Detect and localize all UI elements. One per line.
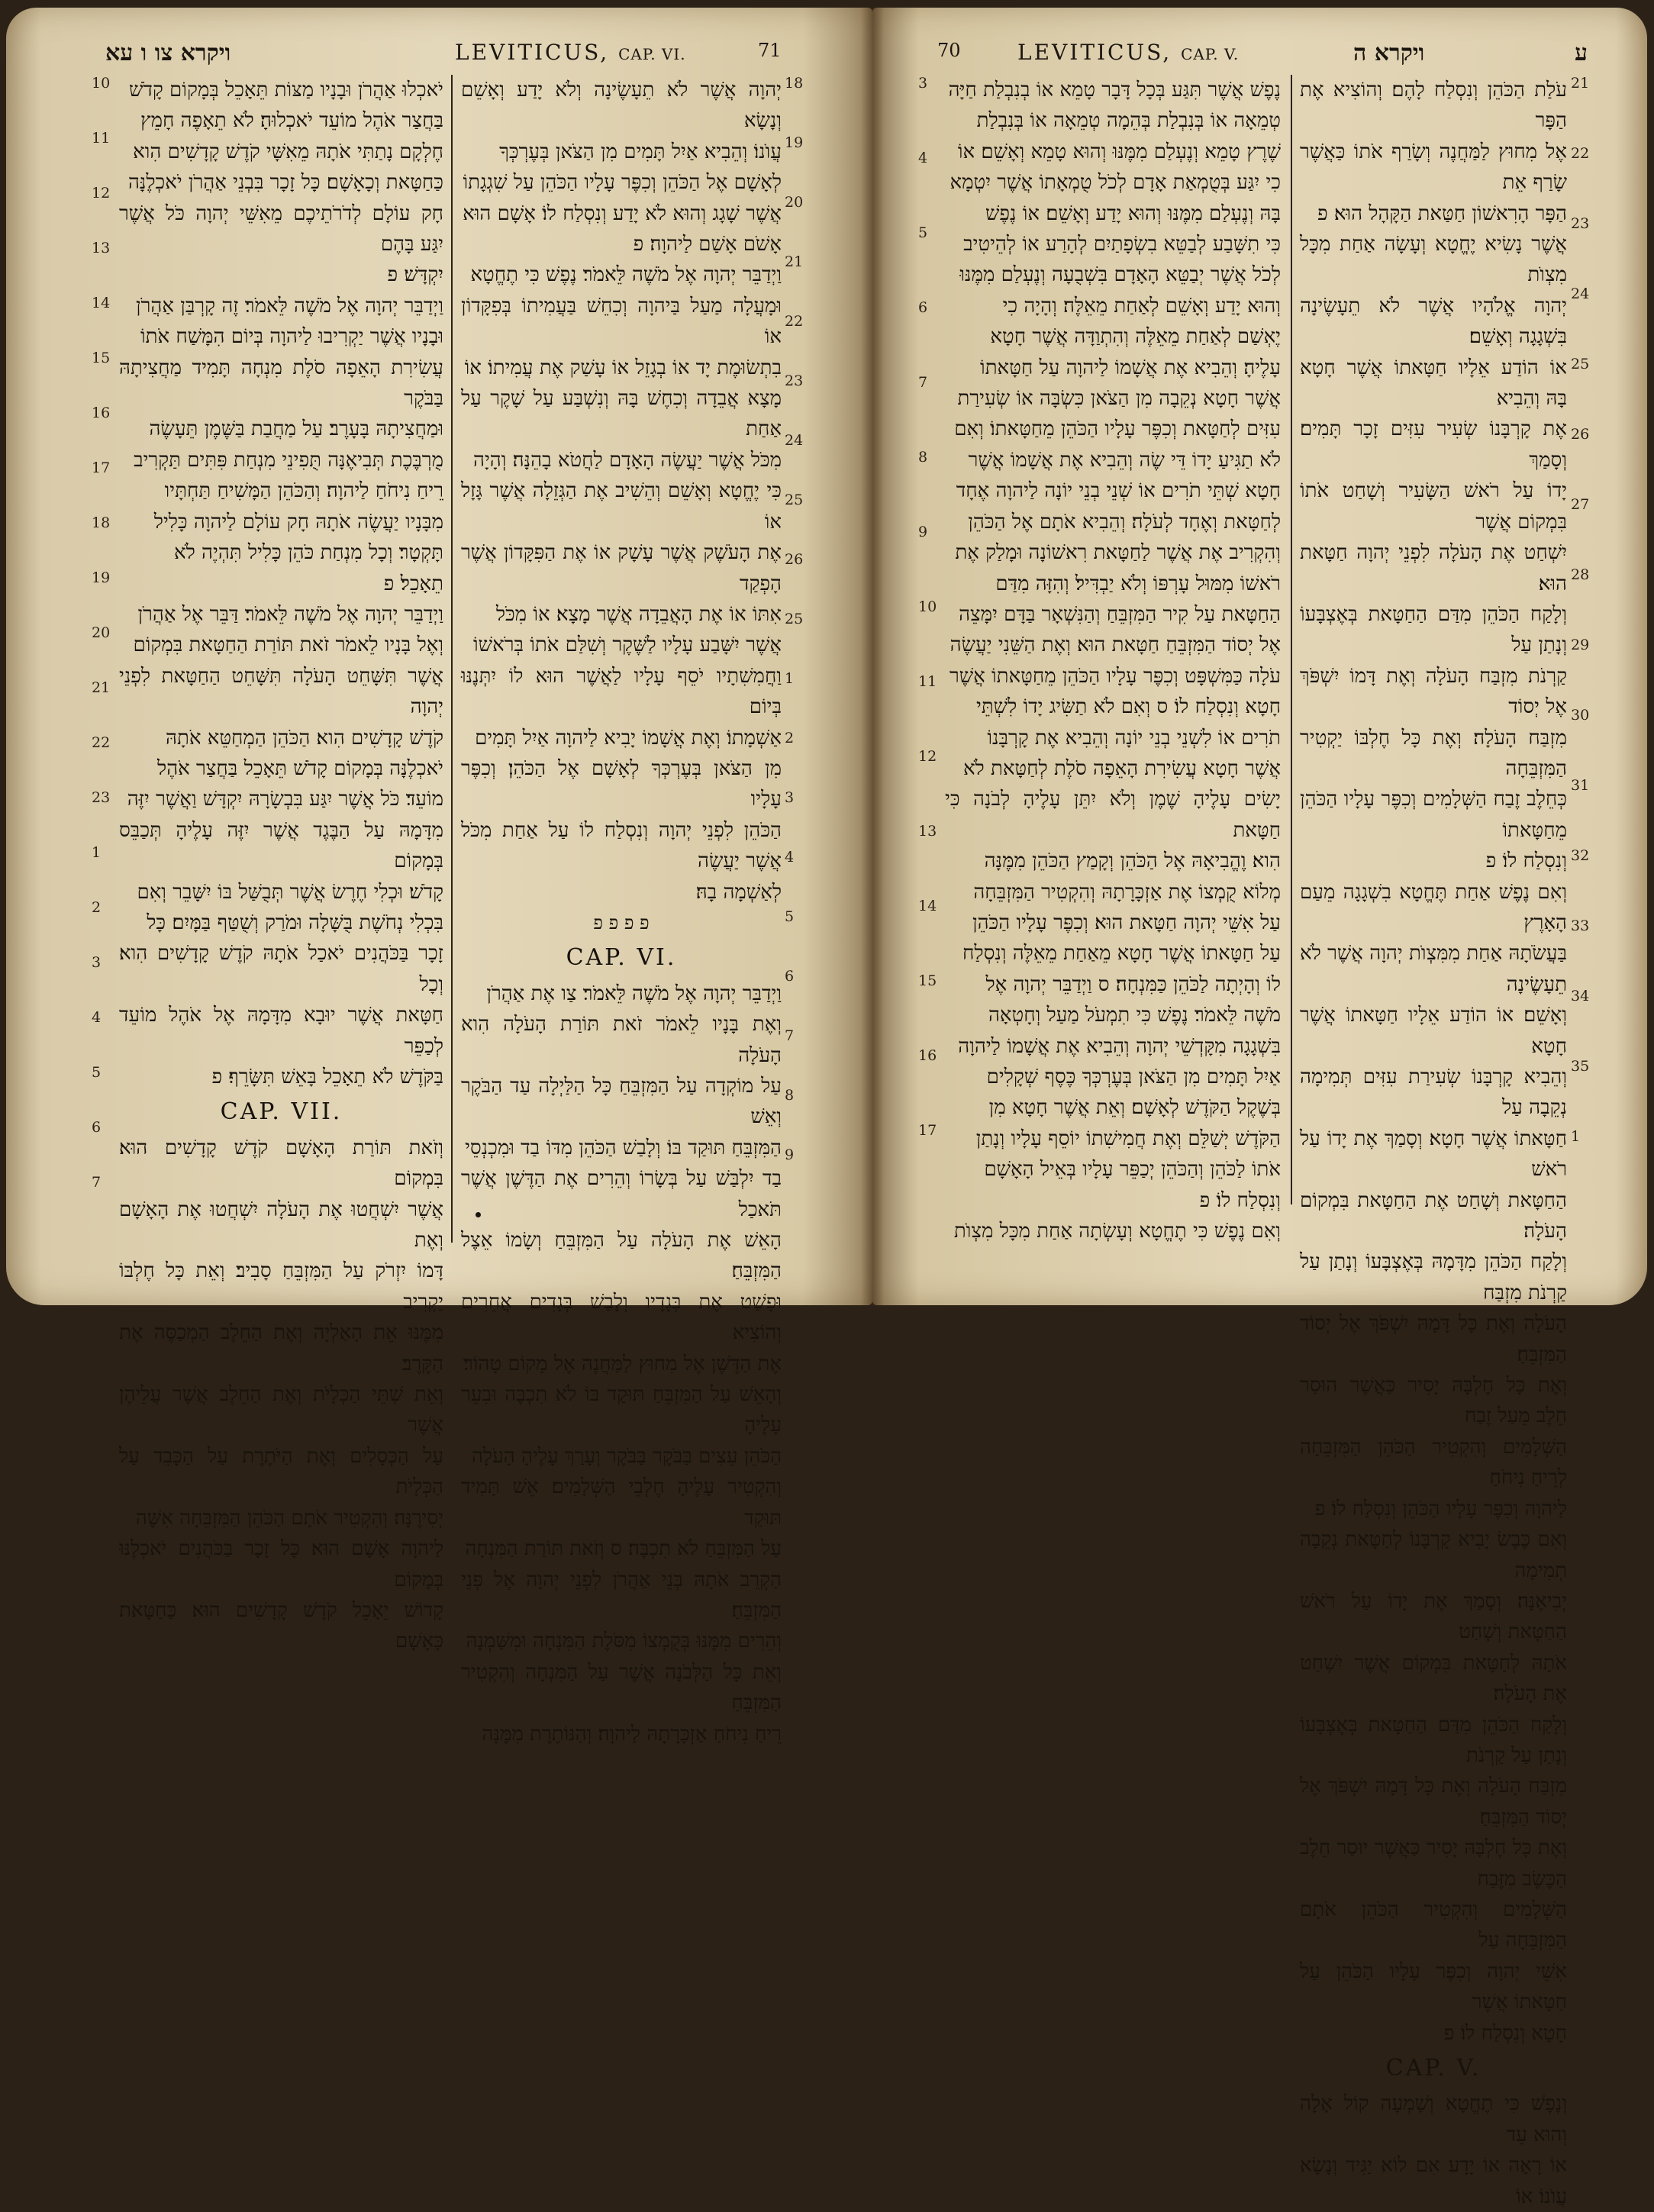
text-line: וַיְדַבֵּר יְהוָה אֶל מֹשֶׁה לֵּאמֹר׃ דַּבֵּר אֶל אַהֲרֹן — [137, 602, 443, 626]
right-column-b — [945, 75, 1281, 1243]
ink-dot — [476, 1212, 481, 1217]
text-line: אֲשֶׁר יִשְׁחֲטוּ אֶת הָעֹלָה יִשְׁחֲטוּ אֶת הָאָשָׁם וְאֶת — [119, 1198, 443, 1253]
text-line: הָעֹלָה וְאֶת כָּל דָּמָהּ יִשְׁפֹּךְ אֶל יְסוֹד הַמִּזְבֵּחַ׃ — [1300, 1312, 1567, 1366]
verse-number: 7 — [92, 1174, 102, 1191]
chapter-label: CAP. V. — [1181, 45, 1240, 63]
book-name: LEVITICUS, — [455, 40, 610, 65]
verse-number: 23 — [785, 372, 804, 389]
text-line: אֲשֶׁר חָטָא עֲשִׂירִת הָאֵפָה סֹלֶת לְחַטָּאת לֹא — [962, 756, 1281, 780]
text-line: אִתּוֹ אוֹ אֶת הָאֲבֵדָה אֲשֶׁר מָצָא׃ אוֹ מִכֹּל — [495, 602, 782, 626]
verse-number: 1 — [92, 844, 102, 861]
text-line: אֶת הָעֹשֶׁק אֲשֶׁר עָשָׁק אוֹ אֶת הַפִּקָּדוֹן אֲשֶׁר הָפְקַד — [461, 541, 782, 595]
text-line: וְלָקַח הַכֹּהֵן מִדַּם הַחַטָּאת בְּאֶצְבָּעוֹ וְנָתַן עַל קַרְנֹת — [1300, 1713, 1567, 1767]
text-line: לְכֹל אֲשֶׁר יְבַטֵּא הָאָדָם בִּשְׁבֻעָה וְנֶעְלַם מִמֶּנּוּ — [959, 263, 1281, 287]
text-line: וַחֲמִשִׁתָיו יֹסֵף עָלָיו לַאֲשֶׁר הוּא לוֹ יִתְּנֶנּוּ בְּיוֹם — [461, 664, 782, 719]
text-line: הַחַטָּאת וְשָׁחַט אֶת הַחַטָּאת בִּמְקוֹם הָעֹלָה׃ — [1300, 1188, 1567, 1243]
verse-number: 7 — [785, 1027, 795, 1044]
verse-number: 26 — [1571, 426, 1590, 443]
text-line: אָשֹׁם אָשַׁם לַיהוָה׃ פ — [633, 233, 782, 256]
verse-numbers-b — [92, 75, 114, 1250]
text-line: אֹתָהּ לְחַטָּאת בִּמְקוֹם אֲשֶׁר יִשְׁחַט אֶת הָעֹלָה׃ — [1300, 1651, 1567, 1706]
text-line: וּפָשַׁט אֶת בְּגָדָיו וְלָבַשׁ בְּגָדִים אֲחֵרִים וְהוֹצִיא — [461, 1290, 782, 1345]
text-line: הַפָּר הָרִאשׁוֹן חַטַּאת הַקָּהָל הוּא׃ פ — [1317, 202, 1567, 225]
text-line: מֻרְבֶּכֶת תְּבִיאֶנָּה תֻּפִינֵי מִנְחַת פִּתִּים תַּקְרִיב — [134, 448, 443, 472]
verse-number: 11 — [918, 673, 937, 690]
text-line: עַל מוֹקְדָה עַל הַמִּזְבֵּחַ כָּל הַלַּיְלָה עַד הַבֹּקֶר וְאֵשׁ — [461, 1075, 782, 1129]
text-line: זָכָר בַּכֹּהֲנִים יֹאכַל אֹתָהּ קֹדֶשׁ קָדָשִׁים הִוא׃ וְכָל — [119, 942, 443, 996]
verse-number: 20 — [785, 194, 804, 211]
verse-numbers-a — [1571, 75, 1601, 1220]
text-line: לַיהוָה אָשָׁם הוּא׃ כָּל זָכָר בַּכֹּהֲנִים יֹאכְלֶנּוּ בְּמָקוֹם — [119, 1537, 443, 1591]
text-line: וְאִם כֶּבֶשׂ יָבִיא קָרְבָּנוֹ לְחַטָּאת נְקֵבָה תְמִימָה — [1300, 1528, 1567, 1582]
verse-number: 6 — [785, 968, 795, 985]
text-line: וְאֵת שְׁתֵּי הַכְּלָיֹת וְאֶת הַחֵלֶב אֲשֶׁר עֲלֵיהֶן אֲשֶׁר — [119, 1383, 443, 1437]
text-line: וְאֶל בָּנָיו לֵאמֹר זֹאת תּוֹרַת הַחַטָּאת בִּמְקוֹם — [133, 634, 443, 657]
text-line: בִּשְׁגָגָה מִקָּדְשֵׁי יְהוָה וְהֵבִיא אֶת אֲשָׁמוֹ לַיהוָה — [958, 1034, 1281, 1058]
text-line: בַד יִלְבַּשׁ עַל בְּשָׂרוֹ וְהֵרִים אֶת הַדֶּשֶׁן אֲשֶׁר תֹּאכַל — [461, 1167, 782, 1221]
verse-number: 10 — [92, 75, 111, 92]
verse-number: 13 — [92, 240, 111, 256]
verse-number: 11 — [92, 130, 111, 147]
text-line: פ פ פ פ — [593, 911, 650, 933]
folio-letter: ע — [1575, 40, 1588, 66]
chapter-label: CAP. VI. — [618, 45, 686, 63]
text-line: יְבִיאֶנָּה׃ וְסָמַךְ אֶת יָדוֹ עַל רֹאשׁ הַחַטָּאת וְשָׁחַט — [1300, 1589, 1567, 1644]
text-line: וּבָנָיו אֲשֶׁר יַקְרִיבוּ לַיהוָה בְּיוֹם הִמָּשַׁח אֹתוֹ — [140, 325, 443, 349]
text-line: אַשְׁמָתוֹ׃ וְאֶת אֲשָׁמוֹ יָבִיא לַיהוָה אַיִל תָּמִים — [475, 726, 782, 750]
left-english-header — [455, 40, 686, 70]
text-line: וְאֶת כָּל חֶלְבָּהּ יָסִיר כַּאֲשֶׁר הוּסַר חֵלֶב מֵעַל זֶבַח — [1300, 1374, 1567, 1428]
text-line: מִבָּנָיו יַעֲשֶׂה אֹתָהּ חָק עוֹלָם לַיהוָה כָּלִיל — [153, 510, 443, 534]
text-line: דָּמוֹ יִזְרֹק עַל הַמִּזְבֵּחַ סָבִיב׃ וְאֵת כָּל חֶלְבּוֹ יַקְרִיב — [119, 1259, 443, 1314]
text-line: וַיְדַבֵּר יְהוָה אֶל מֹשֶׁה לֵּאמֹר׃ זֶה קָרְבַּן אַהֲרֹן — [136, 294, 443, 318]
verse-number: 28 — [1571, 566, 1590, 583]
verse-number: 33 — [1571, 917, 1590, 934]
verse-number: 15 — [92, 350, 111, 366]
verse-number: 19 — [785, 134, 804, 151]
verse-number: 19 — [92, 569, 111, 586]
verse-number: 3 — [785, 789, 795, 806]
verse-number: 15 — [918, 972, 937, 989]
text-line: נֶפֶשׁ אֲשֶׁר תִּגַּע בְּכָל דָּבָר טָמֵא אוֹ בְנִבְלַת חַיָּה — [948, 79, 1281, 102]
left-column-b — [119, 75, 443, 1653]
text-line: חָק עוֹלָם לְדֹרֹתֵיכֶם מֵאִשֵּׁי יְהוָה כֹּל אֲשֶׁר יִגַּע בָּהֶם — [119, 202, 443, 256]
verse-number: 26 — [785, 551, 804, 568]
verse-number: 4 — [92, 1009, 102, 1026]
text-line: מִן הַצֹּאן בְּעֶרְכְּךָ לְאָשָׁם אֶל הַכֹּהֵן׃ וְכִפֶּר עָלָיו — [461, 756, 782, 811]
verse-number: 35 — [1571, 1058, 1590, 1075]
text-line: יֹאכְלוּ אַהֲרֹן וּבָנָיו מַצּוֹת תֵּאָכֵל בְּמָקוֹם קָדֹשׁ — [128, 79, 443, 102]
text-line: טְמֵאָה אוֹ בְּנִבְלַת בְּהֵמָה טְמֵאָה אוֹ בְּנִבְלַת — [976, 109, 1281, 133]
text-line: לַיהוָה וְכִפֶּר עָלָיו הַכֹּהֵן וְנִסְלַח לוֹ׃ פ — [1314, 1497, 1567, 1520]
verse-number: 9 — [785, 1146, 795, 1163]
text-line: עַל הַכְּסָלִים וְאֶת הַיֹּתֶרֶת עַל הַכָּבֵד עַל הַכְּלָיֹת — [119, 1444, 443, 1499]
verse-number: 24 — [785, 432, 804, 449]
text-line: יֶאְשַׁם לְאַחַת מֵאֵלֶּה וְהִתְוַדָּה אֲשֶׁר חָטָא — [990, 325, 1281, 349]
verse-number: 17 — [92, 459, 111, 476]
verse-number: 16 — [918, 1047, 937, 1064]
text-line: אֶל מִחוּץ לַמַּחֲנֶה וְשָׂרַף אֹתוֹ כַּאֲשֶׁר שָׂרַף אֵת — [1300, 140, 1567, 195]
text-line: בַּקֹּדֶשׁ לֹא תֵאָכֵל בָּאֵשׁ תִּשָּׂרֵף׃ פ — [211, 1066, 443, 1088]
text-line: לְאָשָׁם אֶל הַכֹּהֵן וְכִפֶּר עָלָיו הַכֹּהֵן עַל שִׁגְגָתוֹ — [463, 171, 782, 195]
text-line: חֶלְקָם נָתַתִּי אֹתָהּ מֵאִשָּׁי קֹדֶשׁ קָדָשִׁים הִוא — [133, 140, 443, 163]
text-line: הַמִּזְבֵּחַ תּוּקַד בּוֹ׃ וְלָבַשׁ הַכֹּהֵן מִדּוֹ בַד וּמִכְנְסֵי — [465, 1136, 782, 1159]
verse-number: 34 — [1571, 988, 1590, 1004]
verse-number: 21 — [785, 253, 804, 270]
left-hebrew-header — [105, 40, 231, 70]
text-line: וְזֹאת תּוֹרַת הָאָשָׁם קֹדֶשׁ קָדָשִׁים הוּא׃ בִּמְקוֹם — [119, 1136, 443, 1191]
verse-number: 6 — [918, 299, 928, 316]
verse-number: 29 — [1571, 637, 1590, 653]
text-line: חַטָּאתוֹ אֲשֶׁר חָטָא׃ וְסָמַךְ אֶת יָדוֹ עַל רֹאשׁ — [1300, 1127, 1567, 1182]
verse-number: 6 — [92, 1119, 102, 1136]
text-line: וְהִקְטִיר עָלֶיהָ חֶלְבֵי הַשְּׁלָמִים׃ אֵשׁ תָּמִיד תּוּקַד — [461, 1475, 782, 1530]
text-line: CAP. V. — [1385, 2055, 1482, 2081]
text-line: וְנִסְלַח לוֹ׃ פ — [1199, 1188, 1281, 1212]
text-line: אוֹ הוֹדַע אֵלָיו חַטָּאתוֹ אֲשֶׁר חָטָא בָּהּ וְהֵבִיא — [1300, 356, 1567, 411]
text-line: הִוא׃ וֶהֱבִיאָהּ אֶל הַכֹּהֵן וְקָמַץ הַכֹּהֵן מִמֶּנָּה — [984, 850, 1281, 873]
text-line: אֲשֶׁר יִשָּׁבַע עָלָיו לַשֶּׁקֶר וְשִׁלַּם אֹתוֹ בְּרֹאשׁוֹ — [473, 634, 782, 657]
verse-numbers-b — [918, 75, 941, 1220]
text-line: לְאַשְׁמָה בָהּ׃ — [695, 880, 782, 904]
text-line: כַּחַטָּאת וְכָאָשָׁם׃ כָּל זָכָר בִּבְנֵי אַהֲרֹן יֹאכְלֶנָּה — [127, 171, 443, 195]
verse-number: 7 — [918, 374, 928, 391]
left-page — [6, 8, 872, 1746]
text-line: יְהוָה אֲשֶׁר לֹא תֵעָשֶׂינָה וְלֹא יָדַע וְאָשֵׁם וְנָשָׂא — [461, 79, 782, 133]
text-line: וַיְדַבֵּר יְהוָה אֶל מֹשֶׁה לֵּאמֹר׃ נֶפֶשׁ כִּי תֶחֱטָא — [470, 263, 782, 287]
text-line: יְהוָה אֱלֹהָיו אֲשֶׁר לֹא תֵעָשֶׂינָה בִּשְׁגָגָה וְאָשֵׁם׃ — [1300, 294, 1567, 349]
verse-number: 32 — [1571, 847, 1590, 864]
text-line: עֲוֺנוֹ׃ וְהֵבִיא אַיִל תָּמִים מִן הַצֹּאן בְּעֶרְכְּךָ — [499, 140, 782, 163]
right-hebrew-header — [1353, 40, 1424, 70]
verse-number: 2 — [92, 899, 102, 916]
verse-number: 16 — [92, 405, 111, 421]
text-line: יֹאכְלֶנָּה בְּמָקוֹם קָדֹשׁ תֵּאָכֵל בַּחֲצַר אֹהֶל — [157, 756, 443, 780]
verse-number: 5 — [92, 1064, 102, 1081]
verse-number: 25 — [785, 492, 804, 508]
text-line: מֹשֶׁה לֵּאמֹר׃ נֶפֶשׁ כִּי תִמְעֹל מַעַל וְחָטְאָה — [988, 1004, 1281, 1027]
text-line: וְלָקַח הַכֹּהֵן מִדַּם הַחַטָּאת בְּאֶצְבָּעוֹ וְנָתַן עַל — [1300, 602, 1567, 657]
text-line: וְלָקַח הַכֹּהֵן מִדָּמָהּ בְּאֶצְבָּעוֹ וְנָתַן עַל קַרְנֹת מִזְבַּח — [1300, 1250, 1567, 1304]
text-line: מִמֶּנּוּ אֵת הָאַלְיָה וְאֶת הַחֵלֶב הַמְכַסֶּה אֶת הַקֶּרֶב׃ — [119, 1321, 443, 1375]
text-line: כְּחֵלֶב זֶבַח הַשְּׁלָמִים וְכִפֶּר עָלָיו הַכֹּהֵן מֵחַטָּאתוֹ — [1300, 788, 1567, 842]
verse-number: 4 — [918, 150, 928, 166]
text-line: יְסִירֶנָּה׃ וְהִקְטִיר אֹתָם הַכֹּהֵן הַמִּזְבֵּחָה אִשֶּׁה — [135, 1506, 443, 1530]
text-line: אִשֵּׁי יְהוָה וְכִפֶּר עָלָיו הַכֹּהֵן עַל חַטָּאתוֹ אֲשֶׁר — [1300, 1959, 1567, 2014]
text-line: חָטָא שְׁתֵּי תֹרִים אוֹ שְׁנֵי בְנֵי יוֹנָה לַיהוָה אֶחָד — [956, 479, 1281, 503]
text-line: עַל אִשֵּׁי יְהוָה חַטָּאת הוּא׃ וְכִפֶּר עָלָיו הַכֹּהֵן — [972, 911, 1281, 934]
verse-number: 27 — [1571, 496, 1590, 513]
text-line: חָטָא וְנִסְלַח לוֹ׃ פ — [1443, 2021, 1567, 2045]
verse-number: 21 — [1571, 75, 1590, 92]
verse-number: 12 — [918, 748, 937, 765]
text-line: בִתְשׂוּמֶת יָד אוֹ בְגָזֵל אוֹ עָשַׁק אֶת עֲמִיתוֹ׃ אוֹ — [464, 356, 782, 379]
text-line: וְאֵת כָּל הַלְּבֹנָה אֲשֶׁר עַל הַמִּנְחָה וְהִקְטִיר הַמִּזְבֵּחַ — [461, 1660, 782, 1715]
page-number: 70 — [937, 40, 961, 61]
verse-number: 3 — [92, 954, 102, 971]
text-line: עֹלַת הַכֹּהֵן וְנִסְלַח לָהֶם׃ וְהוֹצִיא אֶת הַפָּר — [1300, 79, 1567, 133]
verse-number: 3 — [918, 75, 928, 92]
text-line: עִזִּים לְחַטָּאת וְכִפֶּר עָלָיו הַכֹּהֵן מֵחַטָּאתוֹ׃ וְאִם — [954, 418, 1281, 441]
verse-number: 20 — [92, 624, 111, 641]
text-line: יָדוֹ עַל רֹאשׁ הַשָּׂעִיר וְשָׁחַט אֹתוֹ בִּמְקוֹם אֲשֶׁר — [1300, 479, 1567, 534]
text-line: עָלֶיהָ׃ וְהֵבִיא אֶת אֲשָׁמוֹ לַיהוָה עַל חַטָּאתוֹ — [980, 356, 1281, 379]
hebrew-running-head: ויקרא ה — [1353, 40, 1425, 66]
verse-number: 14 — [918, 898, 937, 914]
text-line: עַל הַמִּזְבֵּחַ לֹא תִכְבֶּה׃ ס וְזֹאת תּוֹרַת הַמִּנְחָה — [465, 1537, 782, 1561]
text-line: תֹרִים אוֹ לִשְׁנֵי בְנֵי יוֹנָה וְהֵבִיא אֶת קָרְבָּנוֹ — [987, 726, 1281, 750]
book-gutter — [861, 8, 884, 1305]
text-line: וְנִסְלַח לוֹ׃ פ — [1485, 850, 1567, 873]
verse-number: 23 — [92, 789, 111, 806]
text-line: אֲשֶׁר שָׁגָג וְהוּא לֹא יָדַע וְנִסְלַח לוֹ׃ אָשָׁם הוּא — [463, 202, 782, 225]
verse-number: 17 — [918, 1122, 937, 1139]
text-line: אֲשֶׁר חָטָא נְקֵבָה מִן הַצֹּאן כִּשְׂבָּה אוֹ שְׂעִירַת — [957, 387, 1281, 411]
text-line: קָדֹשׁ׃ וּכְלִי חֶרֶשׂ אֲשֶׁר תְּבֻשַּׁל בּוֹ יִשָּׁבֵר וְאִם — [137, 880, 443, 904]
verse-number: 12 — [92, 185, 111, 202]
text-line: הַחַטָּאת עַל קִיר הַמִּזְבֵּחַ וְהַנִּשְׁאָר בַּדָּם יִמָּצֵה — [959, 602, 1281, 626]
text-line: וְהֵבִיא קָרְבָּנוֹ שְׂעִירַת עִזִּים תְּמִימָה נְקֵבָה עַל — [1300, 1066, 1567, 1120]
text-line: אֶת הַדֶּשֶׁן אֶל מִחוּץ לַמַּחֲנֶה אֶל מָקוֹם טָהוֹר׃ — [463, 1352, 782, 1375]
text-line: וְאֶת בָּנָיו לֵאמֹר זֹאת תּוֹרַת הָעֹלָה הִוא הָעֹלָה — [461, 1013, 782, 1067]
text-line: מִזְבַּח הָעֹלָה וְאֶת כָּל דָּמָהּ יִשְׁפֹּךְ אֶל יְסוֹד הַמִּזְבֵּחַ׃ — [1300, 1775, 1567, 1829]
text-line: לֹא תַגִּיעַ יָדוֹ דֵּי שֶׂה וְהֵבִיא אֶת אֲשָׁמוֹ אֲשֶׁר — [968, 448, 1281, 472]
text-line: עֹלָה כַּמִּשְׁפָּט וְכִפֶּר עָלָיו הַכֹּהֵן מֵחַטָּאתוֹ אֲשֶׁר — [949, 664, 1281, 688]
text-line: וּמַחֲצִיתָהּ בָּעָרֶב׃ עַל מַחֲבַת בַּשֶּׁמֶן תֵּעָשֶׂה — [149, 418, 443, 441]
verse-number: 23 — [1571, 215, 1590, 232]
verse-numbers-a — [785, 75, 808, 1250]
hebrew-running-head: ויקרא צו ו עא — [105, 40, 231, 66]
text-line: יָשִׂים עָלֶיהָ שֶׁמֶן וְלֹא יִתֵּן עָלֶיהָ לְבֹנָה כִּי חַטָּאת — [945, 788, 1281, 842]
text-line: מִזְבַּח הָעֹלָה׃ וְאֶת כָּל חֶלְבּוֹ יַקְטִיר הַמִּזְבֵּחָה — [1300, 726, 1567, 780]
column-divider — [1291, 75, 1292, 1204]
text-line: בַּחֲצַר אֹהֶל מוֹעֵד יֹאכְלוּהָ׃ לֹא תֵאָפֶה חָמֵץ — [140, 109, 443, 133]
text-line: אַיִל תָּמִים מִן הַצֹּאן בְּעֶרְכְּךָ כֶּסֶף שְׁקָלִים — [986, 1066, 1281, 1088]
text-line: עַל חַטָּאתוֹ אֲשֶׁר חָטָא מֵאַחַת מֵאֵלֶּה וְנִסְלַח — [962, 942, 1281, 966]
text-line: יִקְדָּשׁ׃ פ — [387, 263, 443, 287]
text-line: וְאִם נֶפֶשׁ כִּי תֶחֱטָא וְעָשְׂתָה אַחַת מִכָּל מִצְוֺת — [953, 1220, 1281, 1243]
verse-number: 25 — [785, 611, 804, 627]
text-line: תֵאָכֵל׃ פ — [383, 572, 443, 595]
verse-number: 1 — [1571, 1128, 1581, 1145]
text-line: וְאִם נֶפֶשׁ אַחַת תֶּחֱטָא בִשְׁגָגָה מֵעַם הָאָרֶץ — [1300, 880, 1567, 934]
text-line: יִשְׁחַט אֶת הָעֹלָה לִפְנֵי יְהוָה חַטָּאת הוּא׃ — [1300, 541, 1567, 595]
text-line: שֶׁרֶץ טָמֵא וְנֶעְלַם מִמֶּנּוּ וְהוּא טָמֵא וְאָשֵׁם׃ אוֹ — [957, 140, 1281, 163]
right-column-a — [1300, 75, 1567, 2208]
verse-number: 5 — [918, 224, 928, 241]
text-line: וּמָעֲלָה מַעַל בַּיהוָה וְכִחֵשׁ בַּעֲמִיתוֹ בְּפִקָּדוֹן אוֹ — [461, 294, 782, 349]
text-line: בַּעֲשֹׂתָהּ אַחַת מִמִּצְוֺת יְהוָה אֲשֶׁר לֹא תֵעָשֶׂינָה — [1300, 942, 1567, 996]
verse-number: 25 — [1571, 356, 1590, 372]
verse-number: 22 — [92, 734, 111, 751]
right-page — [872, 8, 1647, 2208]
text-line: אֲשֶׁר תִּשָּׁחֵט הָעֹלָה תִּשָּׁחֵט הַחַטָּאת לִפְנֵי יְהוָה — [119, 664, 443, 719]
text-line: כִּי יֶחֱטָא וְאָשֵׁם וְהֵשִׁיב אֶת הַגְּזֵלָה אֲשֶׁר גָּזָל אוֹ — [461, 479, 782, 534]
text-line: הַקְרֵב אֹתָהּ בְּנֵי אַהֲרֹן לִפְנֵי יְהוָה אֶל פְּנֵי הַמִּזְבֵּחַ׃ — [461, 1568, 782, 1622]
book-name: LEVITICUS, — [1017, 40, 1172, 65]
text-line: הָאֵשׁ אֶת הָעֹלָה עַל הַמִּזְבֵּחַ וְשָׂמוֹ אֵצֶל הַמִּזְבֵּחַ׃ — [461, 1229, 782, 1283]
page-number: 71 — [758, 40, 782, 61]
verse-number: 24 — [1571, 285, 1590, 302]
text-line: קַרְנֹת מִזְבַּח הָעֹלָה וְאֶת דָּמוֹ יִשְׁפֹּךְ אֶל יְסוֹד — [1300, 664, 1567, 719]
verse-number: 14 — [92, 295, 111, 311]
verse-number: 22 — [1571, 145, 1590, 162]
verse-number: 22 — [785, 313, 804, 330]
text-line: וְהוּא יָדַע וְאָשֵׁם לְאַחַת מֵאֵלֶּה׃ וְהָיָה כִי — [1002, 294, 1281, 318]
text-line: מִכֹּל אֲשֶׁר יַעֲשֶׂה הָאָדָם לַחֲטֹא בָהֵנָּה׃ וְהָיָה — [473, 448, 782, 472]
open-book — [6, 8, 1647, 2208]
text-line: CAP. VI. — [566, 944, 677, 972]
text-line: תָּקְטָר׃ וְכָל מִנְחַת כֹּהֵן כָּלִיל תִּהְיֶה לֹא — [174, 541, 443, 565]
text-line: לְחַטָּאת וְאֶחָד לְעֹלָה׃ וְהֵבִיא אֹתָם אֶל הַכֹּהֵן — [968, 510, 1281, 534]
text-line: אֶל יְסוֹד הַמִּזְבֵּחַ חַטָּאת הוּא׃ וְאֶת הַשֵּׁנִי יַעֲשֶׂה — [950, 634, 1281, 657]
verse-number: 1 — [785, 670, 795, 687]
text-line: רֵיחַ נִיחֹחַ לַיהוָה׃ וְהַכֹּהֵן הַמָּשִׁיחַ תַּחְתָּיו — [164, 479, 443, 503]
verse-number: 10 — [918, 598, 937, 615]
text-line: וַיְדַבֵּר יְהוָה אֶל מֹשֶׁה לֵּאמֹר׃ צַו אֶת אַהֲרֹן — [486, 982, 782, 1005]
text-line: הַכֹּהֵן לִפְנֵי יְהוָה וְנִסְלַח לוֹ עַל אַחַת מִכֹּל אֲשֶׁר יַעֲשֶׂה — [461, 818, 782, 873]
text-line: בִּכְלִי נְחֹשֶׁת בֻּשָּׁלָה וּמֹרַק וְשֻׁטַּף בַּמָּיִם׃ כָּל — [147, 911, 443, 934]
text-line: הַשְּׁלָמִים וְהִקְטִיר הַכֹּהֵן אֹתָם הַמִּזְבֵּחָה עַל — [1300, 1898, 1567, 1952]
text-line: הַכֹּהֵן עֵצִים בַּבֹּקֶר בַּבֹּקֶר וְעָרַךְ עָלֶיהָ הָעֹלָה — [471, 1444, 782, 1468]
verse-number: 2 — [785, 730, 795, 746]
text-line: מְלוֹא קֻמְצוֹ אֶת אַזְכָּרָתָהּ וְהִקְטִיר הַמִּזְבֵּחָה — [973, 880, 1281, 904]
text-line: בָּהּ וְנֶעְלַם מִמֶּנּוּ וְהוּא יָדַע וְאָשֵׁם׃ אוֹ נֶפֶשׁ — [985, 202, 1281, 225]
text-line: רֵיחַ נִיחֹחַ אַזְכָּרָתָהּ לַיהוָה׃ וְהַנּוֹתֶרֶת מִמֶּנָּה — [482, 1722, 782, 1746]
verse-number: 21 — [92, 679, 111, 696]
text-line: אֲשֶׁר נָשִׂיא יֶחֱטָא וְעָשָׂה אַחַת מִכָּל מִצְוֺת — [1300, 233, 1567, 287]
text-line: אֹתוֹ לַכֹּהֵן וְהַכֹּהֵן יְכַפֵּר עָלָיו בְּאֵיל הָאָשָׁם — [984, 1158, 1281, 1182]
verse-number: 13 — [918, 823, 937, 840]
text-line: וְהָאֵשׁ עַל הַמִּזְבֵּחַ תּוּקַד בּוֹ לֹא תִכְבֶּה וּבִעֵר עָלֶיהָ — [461, 1383, 782, 1437]
text-line: עֲשִׂירִת הָאֵפָה סֹלֶת מִנְחָה תָּמִיד מַחֲצִיתָהּ בַּבֹּקֶר — [119, 356, 443, 411]
text-line: וְנֶפֶשׁ כִּי תֶחֱטָא וְשָׁמְעָה קוֹל אָלָה וְהוּא עֵד — [1300, 2092, 1567, 2146]
text-line: חָטָא וְנִסְלַח לוֹ׃ ס וְאִם לֹא תַשִּׂיג יָדוֹ לִשְׁתֵּי — [976, 695, 1281, 719]
text-line: CAP. VII. — [220, 1098, 343, 1126]
verse-number: 8 — [785, 1087, 795, 1104]
verse-number: 9 — [918, 524, 928, 540]
text-line: אֶת קָרְבָּנוֹ שְׂעִיר עִזִּים זָכָר תָּמִים׃ וְסָמַךְ — [1300, 418, 1567, 472]
text-line: בְּשֶׁקֶל הַקֹּדֶשׁ לְאָשָׁם׃ וְאֵת אֲשֶׁר חָטָא מִן — [988, 1096, 1281, 1120]
left-column-a — [461, 75, 782, 1746]
text-line: מָצָא אֲבֵדָה וְכִחֶשׁ בָּהּ וְנִשְׁבַּע עַל שָׁקֶר עַל אַחַת — [461, 387, 782, 441]
text-line: קֹדֶשׁ קָדָשִׁים הִוא׃ הַכֹּהֵן הַמְחַטֵּא אֹתָהּ — [166, 726, 443, 750]
text-line: וְהֵרִים מִמֶּנּוּ בְּקֻמְצוֹ מִסֹּלֶת הַמִּנְחָה וּמִשַּׁמְנָהּ — [466, 1630, 782, 1653]
text-line: חַטָּאת אֲשֶׁר יוּבָא מִדָּמָהּ אֶל אֹהֶל מוֹעֵד לְכַפֵּר — [119, 1004, 443, 1058]
text-line: וְהִקְרִיב אֶת אֲשֶׁר לַחַטָּאת רִאשׁוֹנָה וּמָלַק אֶת — [955, 541, 1281, 565]
text-line: וְאֶת כָּל חֶלְבָּהּ יָסִיר כַּאֲשֶׁר יוּסַר חֵלֶב הַכֶּשֶׂב מִזֶּבַח — [1300, 1836, 1567, 1891]
text-line: כִי יִגַּע בְּטֻמְאַת אָדָם לְכֹל טֻמְאָתוֹ אֲשֶׁר יִטְמָא — [950, 171, 1281, 195]
verse-number: 30 — [1571, 707, 1590, 724]
verse-number: 8 — [918, 449, 928, 466]
text-line: אוֹ רָאָה אוֹ יָדָע אִם לוֹא יַגִּיד וְנָשָׂא עֲוֺנוֹ׃ אוֹ — [1300, 2154, 1567, 2208]
text-line: הַקֹּדֶשׁ יְשַׁלֵּם וְאֶת חֲמִישִׁתוֹ יוֹסֵף עָלָיו וְנָתַן — [975, 1127, 1281, 1150]
text-line: כִּי תִשָּׁבַע לְבַטֵּא בִשְׂפָתַיִם לְהָרַע אוֹ לְהֵיטִיב — [963, 233, 1281, 256]
text-line: הַשְּׁלָמִים וְהִקְטִיר הַכֹּהֵן הַמִּזְבֵּחָה לְרֵיחַ נִיחֹחַ — [1300, 1435, 1567, 1490]
verse-number: 5 — [785, 908, 795, 925]
right-english-header — [1017, 40, 1239, 70]
text-line: מוֹעֵד׃ כֹּל אֲשֶׁר יִגַּע בִּבְשָׂרָהּ יִקְדָּשׁ וַאֲשֶׁר יִזֶּה — [127, 788, 443, 811]
verse-number: 31 — [1571, 777, 1590, 794]
verse-number: 18 — [92, 514, 111, 531]
column-divider — [451, 75, 453, 1243]
text-line: מִדָּמָהּ עַל הַבֶּגֶד אֲשֶׁר יִזֶּה עָלֶיהָ תְּכַבֵּס בְּמָקוֹם — [119, 818, 443, 873]
text-line: קָדוֹשׁ יֵאָכֵל קֹדֶשׁ קָדָשִׁים הוּא׃ כַּחַטָּאת כָּאָשָׁם — [119, 1598, 443, 1653]
text-line: וְאָשֵׁם׃ אוֹ הוֹדַע אֵלָיו חַטָּאתוֹ אֲשֶׁר חָטָא — [1300, 1004, 1567, 1058]
text-line: רֹאשׁוֹ מִמּוּל עָרְפּוֹ וְלֹא יַבְדִּיל׃ וְהִזָּה מִדַּם — [995, 572, 1281, 595]
verse-number: 18 — [785, 75, 804, 92]
verse-number: 4 — [785, 849, 795, 866]
text-line: לוֹ וְהָיְתָה לַכֹּהֵן כַּמִּנְחָה׃ ס וַיְדַבֵּר יְהוָה אֶל — [985, 972, 1281, 996]
